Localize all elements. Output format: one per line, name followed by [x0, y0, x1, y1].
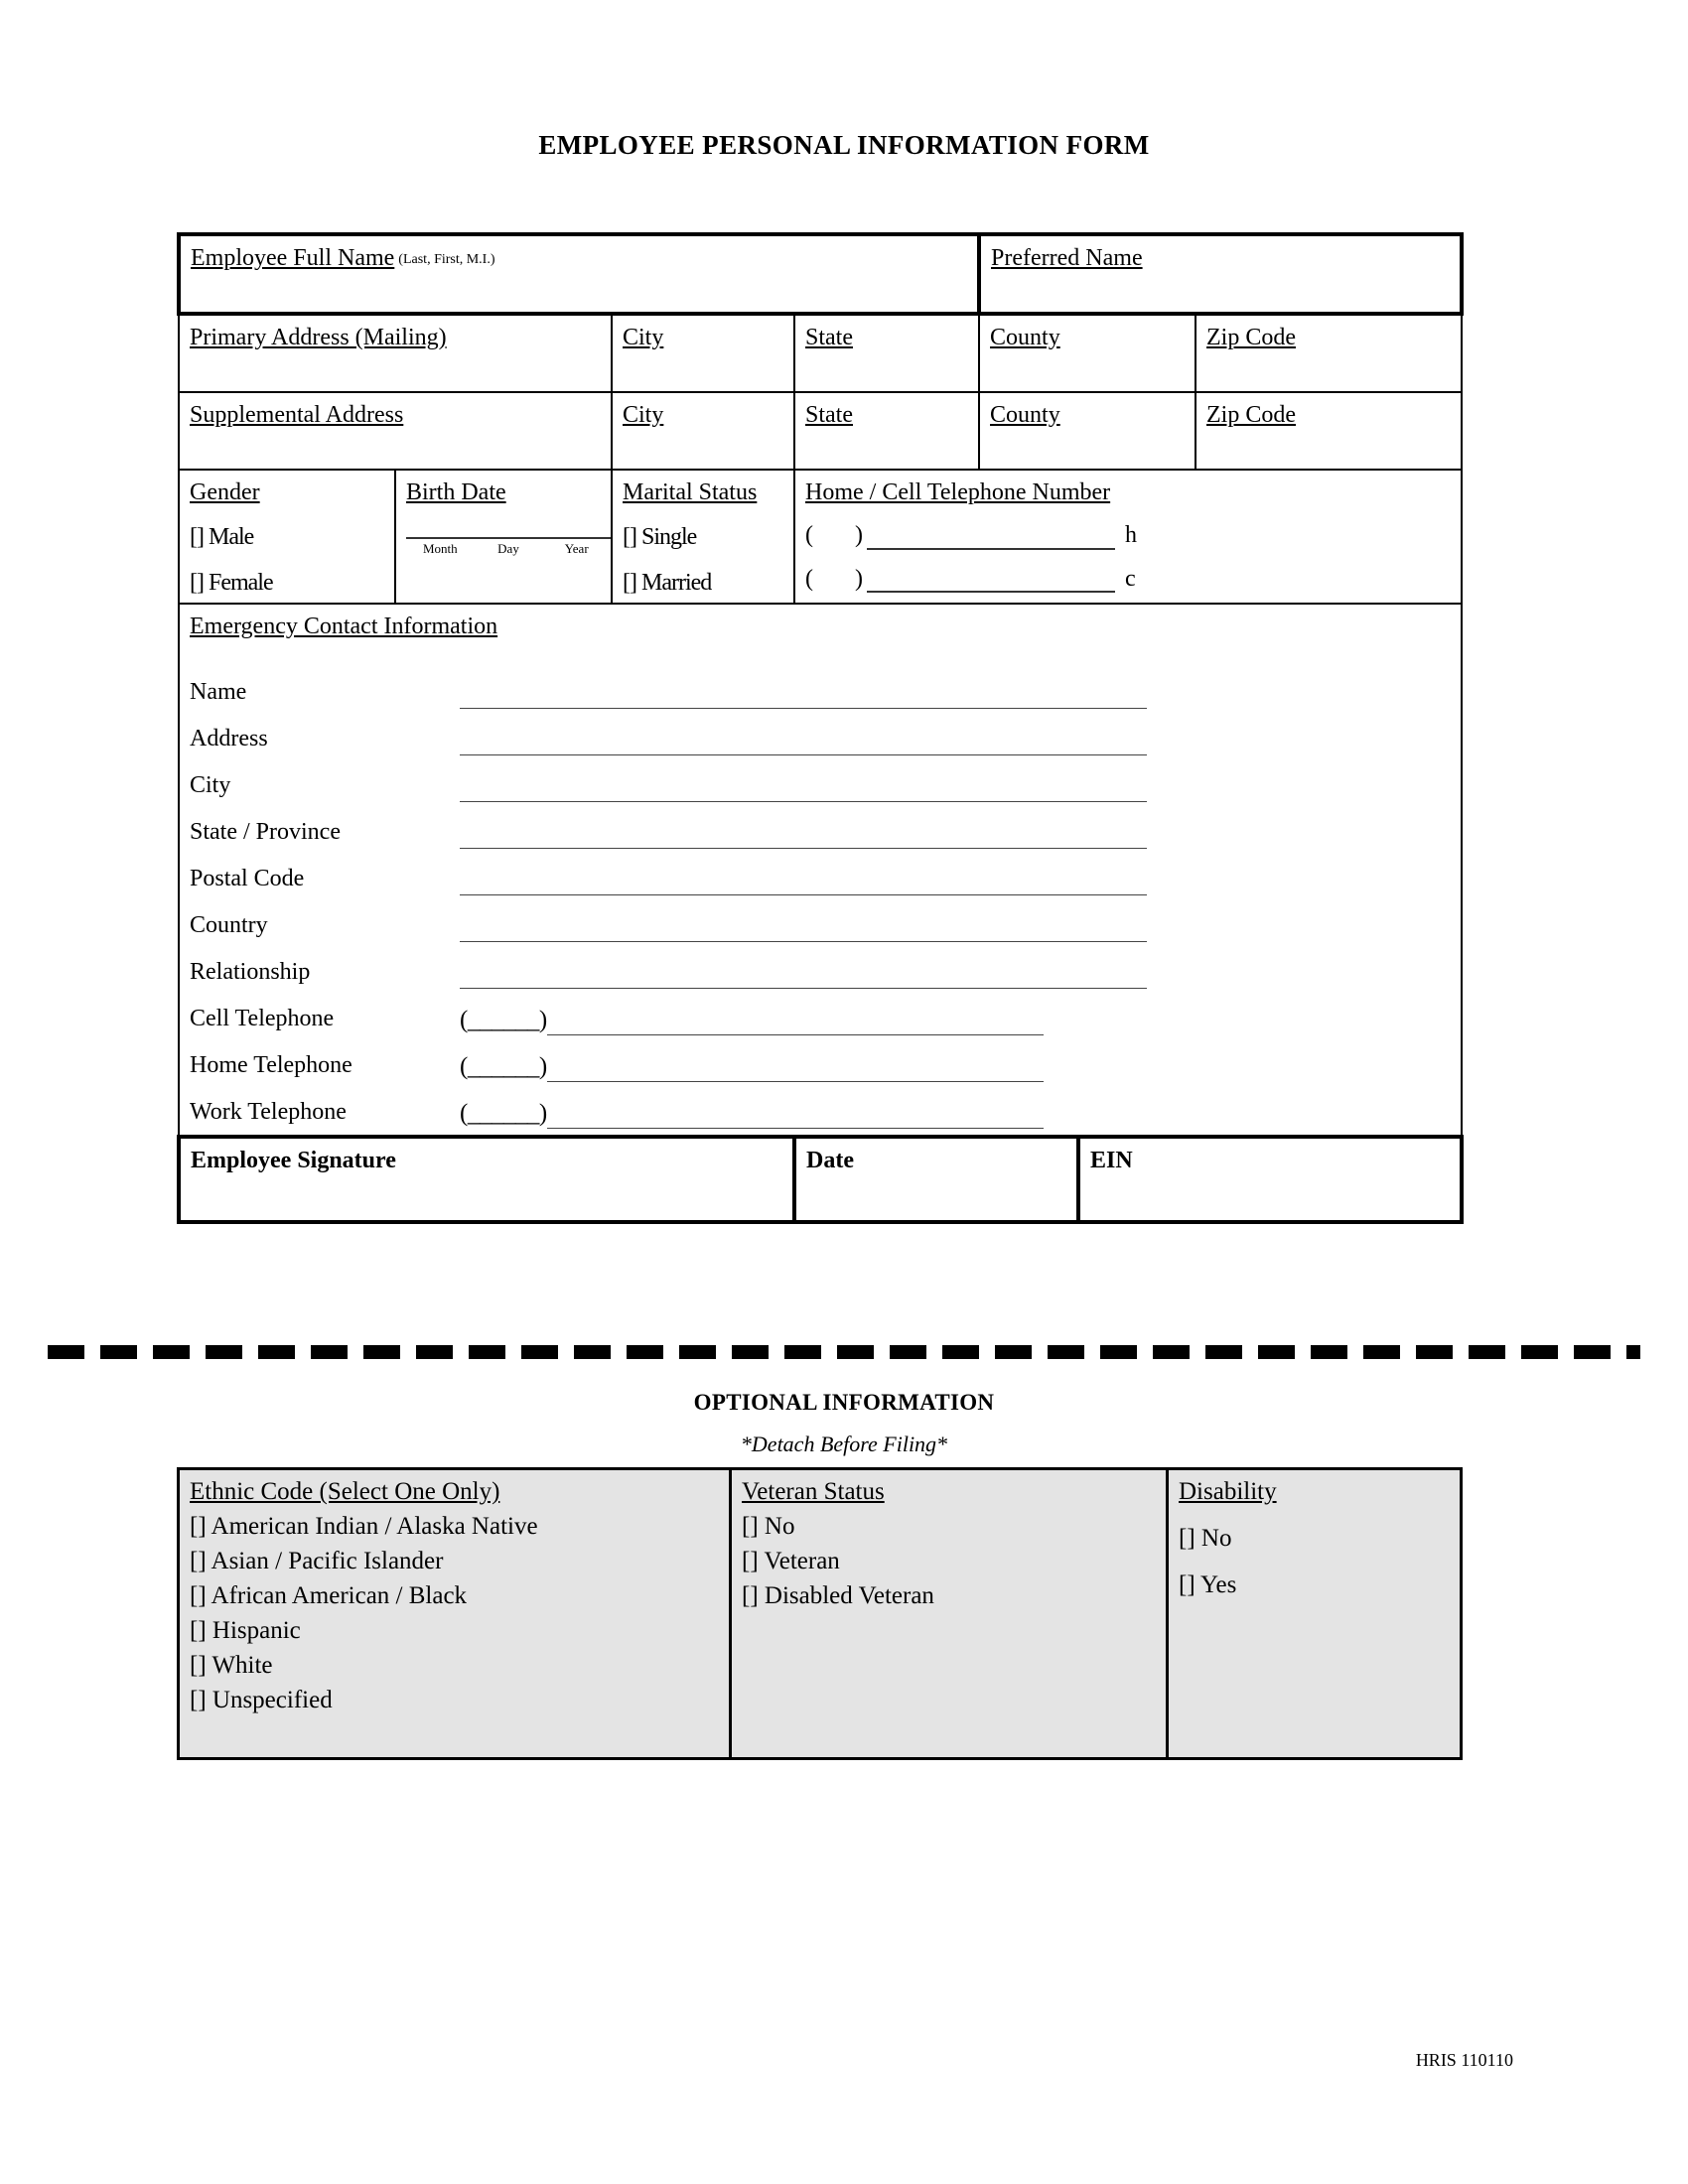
disability-option-no[interactable]: [] No	[1179, 1525, 1232, 1552]
employee-full-name-hint: (Last, First, M.I.)	[398, 252, 495, 267]
gender-cell	[179, 470, 395, 604]
signature-date-cell[interactable]	[794, 1137, 1078, 1222]
table-row-emergency-contact	[179, 604, 1462, 1137]
optional-information-table	[177, 1467, 1463, 1760]
signature-date-label: Date	[806, 1148, 854, 1174]
cell-telephone-row[interactable]	[805, 565, 1451, 593]
form-revision-code: HRIS 110110	[1415, 2050, 1513, 2070]
emergency-field-work-telephone-area-code[interactable]: (______)	[460, 1100, 547, 1128]
cell-telephone-input-line[interactable]	[867, 569, 1115, 593]
primary-city-cell[interactable]	[612, 314, 794, 392]
emergency-field-address-label: Address	[190, 726, 268, 752]
primary-state-label: State	[805, 325, 853, 350]
optional-table-row	[179, 1469, 1462, 1759]
emergency-field-work-telephone-label: Work Telephone	[190, 1099, 347, 1126]
ethnic-option-hispanic[interactable]: [] Hispanic	[190, 1617, 301, 1644]
supplemental-state-label: State	[805, 402, 853, 428]
birth-date-month-label: Month	[423, 541, 458, 557]
supplemental-city-cell[interactable]	[612, 392, 794, 470]
emergency-field-postal-code-label: Postal Code	[190, 866, 305, 892]
emergency-field-address[interactable]	[190, 709, 1451, 755]
ethnic-option-unspecified[interactable]: [] Unspecified	[190, 1687, 333, 1713]
veteran-option-disabled-veteran[interactable]: [] Disabled Veteran	[742, 1582, 934, 1609]
cell-telephone-open-paren: (	[805, 565, 813, 592]
veteran-option-no[interactable]: [] No	[742, 1513, 795, 1540]
emergency-field-country-label: Country	[190, 912, 268, 939]
emergency-contact-field-list	[190, 662, 1451, 1129]
ein-cell[interactable]	[1078, 1137, 1462, 1222]
table-row-signature	[179, 1137, 1462, 1222]
supplemental-zip-label: Zip Code	[1206, 402, 1297, 428]
emergency-contact-cell	[179, 604, 1462, 1137]
birth-date-writing-line	[406, 536, 611, 539]
supplemental-address-label: Supplemental Address	[190, 402, 404, 428]
emergency-field-cell-telephone-area-code[interactable]: (______)	[460, 1007, 547, 1034]
ethnic-code-cell	[179, 1469, 731, 1759]
emergency-field-name[interactable]	[190, 662, 1451, 709]
emergency-field-relationship-label: Relationship	[190, 959, 311, 986]
preferred-name-cell[interactable]	[979, 234, 1462, 314]
birth-date-year-label: Year	[564, 541, 589, 557]
telephone-cell	[794, 470, 1462, 604]
emergency-field-postal-code-input-line[interactable]	[460, 875, 1147, 895]
emergency-field-name-label: Name	[190, 679, 247, 706]
emergency-field-cell-telephone-input-line[interactable]	[547, 1015, 1044, 1035]
emergency-field-home-telephone-input-line[interactable]	[547, 1061, 1044, 1082]
emergency-field-postal-code[interactable]	[190, 849, 1451, 895]
ethnic-option-african-american-black[interactable]: [] African American / Black	[190, 1582, 468, 1609]
marital-option-married[interactable]: [] Married	[623, 569, 712, 596]
primary-county-label: County	[990, 325, 1060, 350]
supplemental-city-label: City	[623, 402, 664, 428]
cell-telephone-close-paren: )	[855, 565, 863, 592]
gender-label: Gender	[190, 479, 260, 505]
ethnic-option-american-indian[interactable]: [] American Indian / Alaska Native	[190, 1513, 538, 1540]
cell-telephone-tag: c	[1125, 565, 1136, 592]
birth-date-label: Birth Date	[406, 479, 506, 505]
employee-signature-cell[interactable]	[179, 1137, 794, 1222]
gender-option-male[interactable]: [] Male	[190, 524, 254, 551]
emergency-field-address-input-line[interactable]	[460, 735, 1147, 755]
home-telephone-input-line[interactable]	[867, 526, 1115, 550]
employee-full-name-label: Employee Full Name	[191, 245, 395, 271]
birth-date-part-labels	[406, 541, 611, 556]
birth-date-cell[interactable]	[395, 470, 612, 604]
emergency-field-relationship[interactable]	[190, 942, 1451, 989]
emergency-contact-heading: Emergency Contact Information	[190, 613, 498, 639]
page-title: EMPLOYEE PERSONAL INFORMATION FORM	[538, 130, 1150, 160]
primary-zip-label: Zip Code	[1206, 325, 1297, 350]
home-telephone-open-paren: (	[805, 522, 813, 549]
supplemental-county-label: County	[990, 402, 1060, 428]
home-telephone-tag: h	[1125, 522, 1137, 549]
primary-zip-cell[interactable]	[1196, 314, 1462, 392]
emergency-field-city-input-line[interactable]	[460, 781, 1147, 802]
table-row-identity	[179, 234, 1462, 314]
table-row-demographics	[179, 470, 1462, 604]
marital-status-label: Marital Status	[623, 479, 758, 505]
emergency-field-name-input-line[interactable]	[460, 688, 1147, 709]
supplemental-state-cell[interactable]	[794, 392, 979, 470]
emergency-field-state-province-input-line[interactable]	[460, 828, 1147, 849]
birth-date-input-area[interactable]	[406, 536, 601, 556]
emergency-field-state-province-label: State / Province	[190, 819, 341, 846]
home-telephone-close-paren: )	[855, 522, 863, 549]
disability-cell	[1168, 1469, 1462, 1759]
emergency-field-cell-telephone-label: Cell Telephone	[190, 1006, 335, 1032]
employee-signature-label: Employee Signature	[191, 1148, 396, 1174]
detach-before-filing-note: *Detach Before Filing*	[740, 1432, 948, 1456]
emergency-field-work-telephone-input-line[interactable]	[547, 1108, 1044, 1129]
preferred-name-label: Preferred Name	[991, 245, 1143, 271]
detach-cut-line	[48, 1345, 1640, 1359]
primary-county-cell[interactable]	[979, 314, 1196, 392]
emergency-field-home-telephone-area-code[interactable]: (______)	[460, 1053, 547, 1081]
employee-full-name-cell[interactable]	[179, 234, 979, 314]
table-row-primary-address	[179, 314, 1462, 392]
emergency-field-relationship-input-line[interactable]	[460, 968, 1147, 989]
primary-state-cell[interactable]	[794, 314, 979, 392]
supplemental-zip-cell[interactable]	[1196, 392, 1462, 470]
ethnic-option-asian-pacific-islander[interactable]: [] Asian / Pacific Islander	[190, 1548, 444, 1574]
emergency-field-cell-telephone[interactable]	[190, 989, 1451, 1035]
home-telephone-row[interactable]	[805, 521, 1451, 549]
veteran-status-cell	[731, 1469, 1168, 1759]
marital-status-cell	[612, 470, 794, 604]
supplemental-address-cell[interactable]	[179, 392, 612, 470]
disability-heading: Disability	[1179, 1478, 1277, 1505]
emergency-field-state-province[interactable]	[190, 802, 1451, 849]
primary-city-label: City	[623, 325, 664, 350]
disability-option-yes[interactable]: [] Yes	[1179, 1571, 1237, 1598]
emergency-field-home-telephone-label: Home Telephone	[190, 1052, 352, 1079]
emergency-field-city-label: City	[190, 772, 231, 799]
employee-information-table	[177, 232, 1464, 1224]
emergency-field-city[interactable]	[190, 755, 1451, 802]
supplemental-county-cell[interactable]	[979, 392, 1196, 470]
telephone-label: Home / Cell Telephone Number	[805, 479, 1111, 505]
gender-option-female[interactable]: [] Female	[190, 569, 273, 596]
emergency-field-country-input-line[interactable]	[460, 921, 1147, 942]
birth-date-day-label: Day	[497, 541, 519, 557]
veteran-option-veteran[interactable]: [] Veteran	[742, 1548, 840, 1574]
primary-address-cell[interactable]	[179, 314, 612, 392]
primary-address-label: Primary Address (Mailing)	[190, 325, 447, 350]
ethnic-code-heading: Ethnic Code (Select One Only)	[190, 1478, 500, 1505]
table-row-supplemental-address	[179, 392, 1462, 470]
ein-label: EIN	[1090, 1148, 1133, 1174]
emergency-field-country[interactable]	[190, 895, 1451, 942]
emergency-field-work-telephone[interactable]	[190, 1082, 1451, 1129]
ethnic-option-white[interactable]: [] White	[190, 1652, 273, 1679]
marital-option-single[interactable]: [] Single	[623, 524, 697, 551]
optional-information-title: OPTIONAL INFORMATION	[693, 1390, 995, 1415]
emergency-field-home-telephone[interactable]	[190, 1035, 1451, 1082]
veteran-status-heading: Veteran Status	[742, 1478, 885, 1505]
